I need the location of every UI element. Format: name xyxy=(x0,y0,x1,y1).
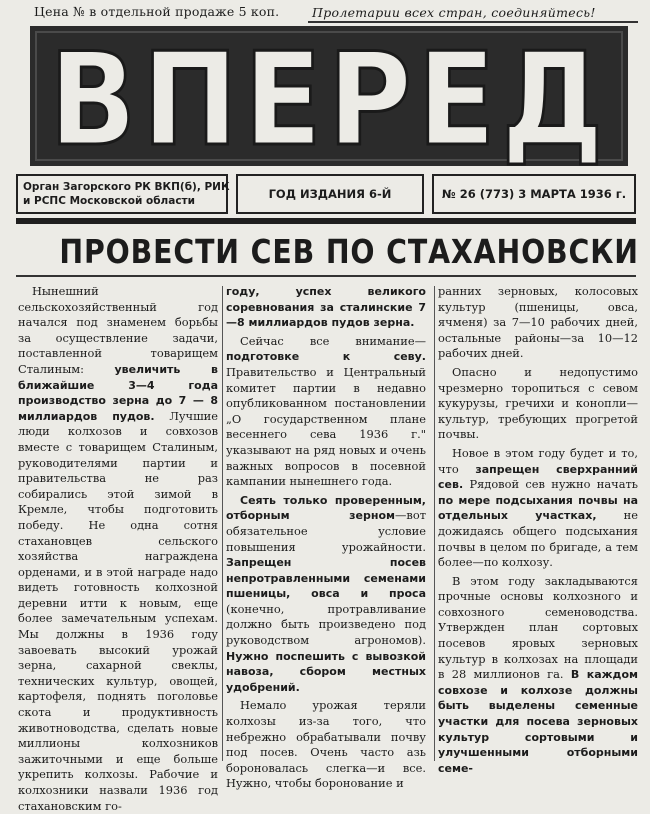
issue-box xyxy=(432,174,636,214)
column-divider xyxy=(434,286,435,761)
paragraph: Сейчас все внимание—подготовке к севу. Правительство и Центральный комитет партии в недавно опубликованном постановлении „О государственном плане весеннего сева 1936 г." указывают на ряд новых и очень важных вопросов в посевной кампании нынешнего года. xyxy=(226,333,426,489)
masthead-title-svg xyxy=(30,26,628,175)
column-divider xyxy=(222,286,223,761)
price-note: Цена № в отдельной продаже 5 коп. xyxy=(34,4,280,19)
year-label: ГОД ИЗДАНИЯ 6-Й xyxy=(268,187,392,201)
paragraph: Немало урожая теряли колхозы из-за того, что небрежно обрабатывали почву под посев. Очень часто азь бороновалась слегка—и все. Нужно, чтобы боронование и xyxy=(226,698,426,791)
article-column-3 xyxy=(438,284,638,775)
paragraph: ранних зерновых, колосовых культур (пшеницы, овса, ячменя) за 7—10 рабочих дней, остальные районы—за 10—12 рабочих дней. xyxy=(438,284,638,361)
headline-divider xyxy=(16,275,636,277)
year-box xyxy=(236,174,424,214)
slogan: Пролетарии всех стран, соединяйтесь! xyxy=(312,5,596,20)
organ-line-2: и РСПС Московской области xyxy=(23,195,195,207)
paragraph: Опасно и недопустимо чрезмерно торопиться с севом кукурузы, гречихи и конопли—культур, требующих прогретой почвы. xyxy=(438,364,638,442)
article-column-2 xyxy=(226,284,426,791)
paragraph: Новое в этом году будет и то, что запрещен сверхранний сев. Рядовой сев нужно начать по мере подсыхания почвы на отдельных участках, не дожидаясь общего подсыхания почвы в целом по бригаде, а тем более—по колхозу. xyxy=(438,445,638,570)
slogan-underline xyxy=(308,21,638,23)
organ-box xyxy=(16,174,228,214)
issue-label: № 26 (773) 3 МАРТА 1936 г. xyxy=(441,187,627,201)
organ-line-1: Орган Загорского РК ВКП(б), РИК xyxy=(23,181,230,193)
paragraph: году, успех великого соревнования за сталинские 7—8 миллиардов пудов зерна. xyxy=(226,285,426,330)
masthead-title: ВПЕРЕД xyxy=(49,26,609,175)
paragraph: Нынешний сельскохозяйственный год начался под знаменем борьбы за осуществление задачи, поставленной товарищем Сталиным: увеличить в ближайшие 3—4 года производство зерна до 7 — 8 миллиардов пудов. Лучшие люди колхозов и совхозов вместе с товарищем Сталиным, руководителями партии и правительства не раз собирались этой зимой в Кремле, чтобы подготовить победу. Не одна сотня стахановцев сельского хозяйства награждена орденами, и в этой награде надо видеть готовность колхозной деревни итти к новым, еще более замечательным успехам. Мы должны в 1936 году завоевать высокий урожай зерна, сахарной свеклы, технических культур, овощей, картофеля, поднять поголовье скота и продуктивность животноводства, сделать новые миллионы колхозников зажиточными и еще больше укрепить колхозы. Рабочие и колхозники назвали 1936 год стахановским го- xyxy=(18,284,218,813)
header-divider xyxy=(16,218,636,224)
paragraph: Сеять только проверенным, отборным зерном—вот обязательное условие повышения урожайности. Запрещен посев непротравленными семенами пшеницы, овса и проса (конечно, протравливание должно быть произведено под руководством агрономов). Нужно поспешить с вывозкой навоза, сбором местных удобрений. xyxy=(226,493,426,694)
masthead-logo xyxy=(30,26,628,175)
paragraph: В этом году закладываются прочные основы колхозного и совхозного семеноводства. Утвержден план сортовых посевов яровых зерновых культур в колхозах на площади в 28 миллионов га. В каждом совхозе и колхозе должны быть выделены семенные участки для посева зерновых культур сортовыми и улучшенными отборными семе- xyxy=(438,573,638,775)
headline: ПРОВЕСТИ СЕВ ПО СТАХАНОВСКИ xyxy=(59,232,639,271)
article-column-1 xyxy=(18,284,218,813)
